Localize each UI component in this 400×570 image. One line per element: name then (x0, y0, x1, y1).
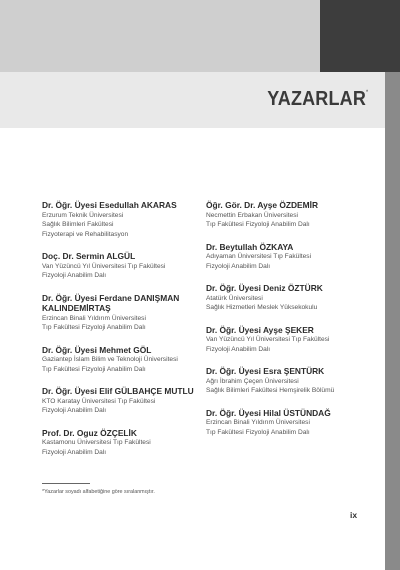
author-affiliation: Erzurum Teknik Üniversitesi (42, 211, 124, 219)
author-affiliation: Atatürk Üniversitesi (206, 294, 263, 302)
top-dark-block (320, 0, 400, 72)
author-affiliation: Van Yüzüncü Yıl Üniversitesi Tıp Fakültesi (42, 262, 166, 270)
author-entry (206, 242, 381, 272)
author-affiliation: Fizyoterapi ve Rehabilitasyon (42, 230, 129, 238)
author-entry (42, 251, 200, 281)
author-entry (42, 345, 200, 375)
author-affiliation: Fizyoloji Anabilim Dalı (42, 448, 107, 456)
author-affiliation: Fizyoloji Anabilim Dalı (42, 407, 107, 414)
authors-column-right (206, 200, 381, 449)
author-affiliation: Erzincan Binali Yıldırım Üniversitesi (42, 314, 146, 322)
author-entry (206, 366, 381, 396)
author-name: Dr. Beytullah ÖZKAYA (206, 241, 294, 252)
author-affiliation: Tıp Fakültesi Fizyoloji Anabilim Dalı (206, 221, 310, 228)
author-name: Dr. Öğr. Üyesi Ferdane DANIŞMAN KALINDEMİRTAŞ (42, 292, 180, 313)
page-title-footnote-mark: * (365, 90, 368, 96)
author-name: Dr. Öğr. Üyesi Mehmet GÖL (42, 344, 152, 355)
author-name: Dr. Öğr. Üyesi Ayşe ŞEKER (206, 324, 314, 335)
author-name: Öğr. Gör. Dr. Ayşe ÖZDEMİR (206, 200, 318, 210)
author-entry (206, 325, 381, 355)
author-entry (42, 293, 200, 333)
author-affiliation: Fizyoloji Anabilim Dalı (206, 262, 271, 270)
author-affiliation: Tıp Fakültesi Fizyoloji Anabilim Dalı (42, 324, 146, 331)
author-affiliation: Sağlık Bilimleri Fakültesi (42, 221, 114, 228)
author-affiliation: Kastamonu Üniversitesi Tıp Fakültesi (42, 439, 151, 446)
author-affiliation: Ağrı İbrahim Çeçen Üniversitesi (206, 377, 299, 385)
author-affiliation: Fizyoloji Anabilim Dalı (42, 272, 107, 279)
author-affiliation: Adıyaman Üniversitesi Tıp Fakültesi (206, 253, 312, 260)
page-title (267, 88, 368, 111)
right-edge-strip (385, 72, 400, 570)
author-entry (206, 200, 381, 230)
author-affiliation: Tıp Fakültesi Fizyoloji Anabilim Dalı (206, 428, 310, 436)
author-name: Dr. Öğr. Üyesi Hilal ÜSTÜNDAĞ (206, 407, 331, 418)
author-affiliation: Sağlık Hizmetleri Meslek Yüksekokulu (206, 304, 318, 311)
author-name: Dr. Öğr. Üyesi Esedullah AKARAS (42, 200, 177, 210)
author-affiliation: Necmettin Erbakan Üniversitesi (206, 211, 298, 219)
author-entry (206, 283, 381, 313)
author-name: Prof. Dr. Oguz ÖZÇELİK (42, 427, 137, 438)
authors-column-left (42, 200, 200, 469)
page-title-text: YAZARLAR (266, 88, 366, 110)
author-affiliation: Sağlık Bilimleri Fakültesi Hemşirelik Bölümü (206, 387, 335, 394)
author-affiliation: Tıp Fakültesi Fizyoloji Anabilim Dalı (42, 365, 146, 373)
author-affiliation: Fizyoloji Anabilim Dalı (206, 345, 271, 353)
author-affiliation: Van Yüzüncü Yıl Üniversitesi Tıp Fakültesi (206, 336, 330, 343)
author-name: Dr. Öğr. Üyesi Elif GÜLBAHÇE MUTLU (42, 386, 194, 396)
author-affiliation: Erzincan Binali Yıldırım Üniversitesi (206, 419, 310, 426)
author-entry (42, 200, 200, 239)
footnote: *Yazarlar soyadı alfabetiğine göre sıralanmıştır. (42, 489, 155, 495)
author-name: Dr. Öğr. Üyesi Deniz ÖZTÜRK (206, 283, 323, 293)
author-affiliation: Gaziantep İslam Bilim ve Teknoloji Üniversitesi (42, 356, 178, 363)
author-entry (206, 408, 381, 438)
author-affiliation: KTO Karatay Üniversitesi Tıp Fakültesi (42, 397, 156, 405)
author-entry (42, 386, 200, 416)
page-number: ix (350, 510, 358, 520)
author-name: Dr. Öğr. Üyesi Esra ŞENTÜRK (206, 366, 325, 376)
author-name: Doç. Dr. Sermin ALGÜL (42, 251, 136, 261)
footnote-divider (42, 483, 90, 484)
author-entry (42, 428, 200, 458)
